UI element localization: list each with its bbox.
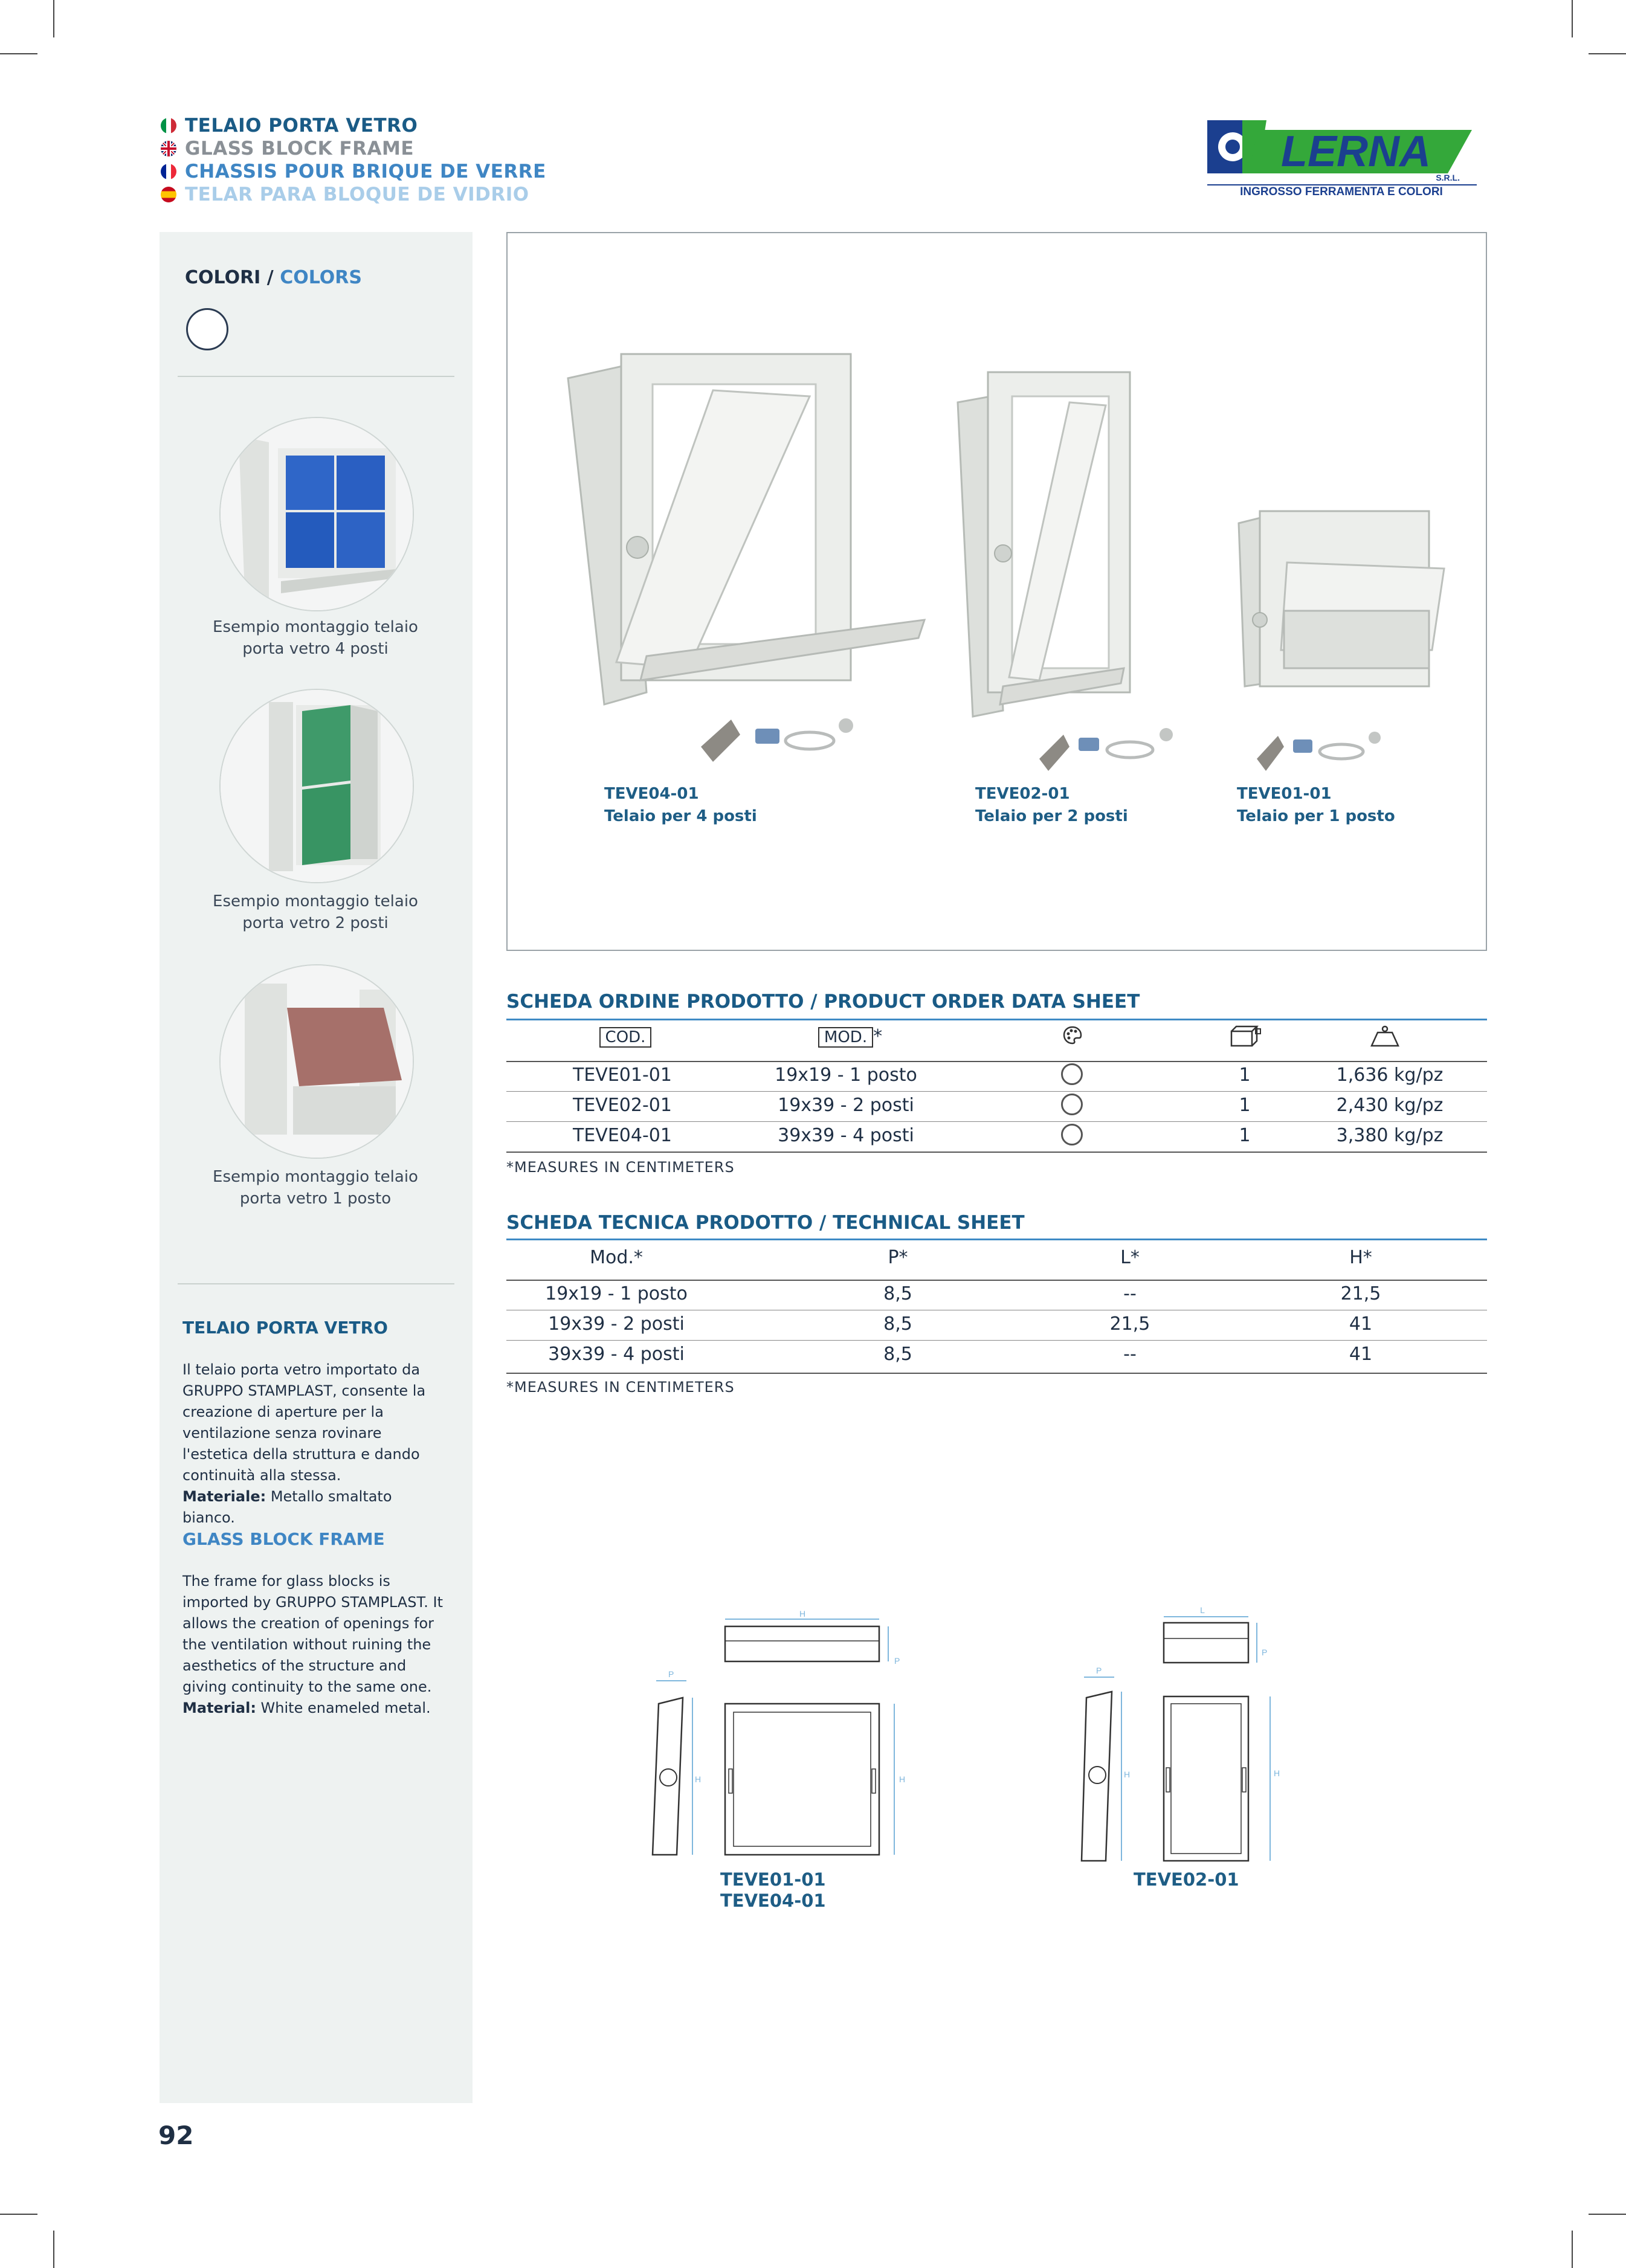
tech-header-p: P* [888, 1247, 908, 1268]
crop-mark [1572, 0, 1573, 37]
product-desc: Telaio per 1 posto [1237, 807, 1395, 825]
tech-cell: 21,5 [1340, 1283, 1381, 1304]
weight-icon [1369, 1025, 1401, 1050]
product-illustration [508, 233, 1486, 950]
order-cell-weight: 1,636 kg/pz [1336, 1065, 1444, 1086]
tech-cell: 8,5 [883, 1283, 912, 1304]
logo-tagline: INGROSSO FERRAMENTA E COLORI [1240, 185, 1443, 196]
tech-end-rule [506, 1373, 1487, 1374]
order-cell-code: TEVE02-01 [573, 1095, 672, 1116]
order-cell-code: TEVE01-01 [573, 1065, 672, 1086]
order-sheet-note: *MEASURES IN CENTIMETERS [506, 1159, 735, 1176]
product-label-teve02 [975, 783, 1128, 828]
page-number: 92 [158, 2121, 194, 2150]
title-fr-text: CHASSIS POUR BRIQUE DE VERRE [185, 161, 546, 182]
logo-text: LERNA [1281, 127, 1431, 176]
caption-line: porta vetro 2 posti [242, 914, 389, 932]
dim-label-p: P [894, 1656, 900, 1666]
dim-label-h: H [899, 1774, 906, 1784]
desc-it-body [182, 1359, 448, 1529]
order-end-rule [506, 1152, 1487, 1153]
colors-title-it: COLORI / [185, 267, 274, 288]
product-desc: Telaio per 2 posti [975, 807, 1128, 825]
product-code: TEVE04-01 [604, 785, 699, 803]
order-row-rule [506, 1091, 1487, 1092]
logo-suffix: S.R.L. [1436, 173, 1460, 182]
example-photo-1-posto [219, 964, 414, 1159]
package-icon [1229, 1025, 1262, 1050]
tech-cell: 8,5 [883, 1344, 912, 1365]
order-sheet-rule [506, 1019, 1487, 1020]
drawing-b-label: TEVE02-01 [1134, 1869, 1239, 1890]
tech-cell: 39x39 - 4 posti [548, 1344, 685, 1365]
example-caption-1 [181, 1166, 450, 1210]
caption-line: Esempio montaggio telaio [213, 892, 418, 910]
title-french [161, 161, 546, 182]
tech-cell: -- [1123, 1283, 1137, 1304]
white-color-dot [1061, 1094, 1083, 1115]
tech-header-mod: Mod.* [590, 1247, 643, 1268]
crop-mark [0, 2214, 37, 2215]
crop-mark [1572, 2231, 1573, 2268]
spain-flag-icon [161, 187, 176, 202]
order-row-rule [506, 1121, 1487, 1122]
order-cell-code: TEVE04-01 [573, 1125, 672, 1146]
product-code: TEVE02-01 [975, 785, 1070, 803]
tech-sheet-title: SCHEDA TECNICA PRODOTTO / TECHNICAL SHEET [506, 1212, 1025, 1234]
caption-line: porta vetro 4 posti [242, 640, 389, 658]
title-it-text: TELAIO PORTA VETRO [185, 115, 418, 137]
desc-en-title: GLASS BLOCK FRAME [182, 1529, 385, 1549]
product-label-teve01 [1237, 783, 1395, 828]
uk-flag-icon [161, 141, 176, 156]
white-color-swatch[interactable] [186, 308, 228, 350]
desc-it-material-label: Materiale: [182, 1488, 266, 1505]
crop-mark [53, 0, 54, 37]
dim-label-p: P [668, 1669, 674, 1679]
tech-row-rule [506, 1340, 1487, 1341]
desc-it-text: Il telaio porta vetro importato da GRUPPO STAMPLAST, consente la creazione di aperture per la ventilazione senza rovinare l'estetica della struttura e dando continuità alla stessa. [182, 1361, 426, 1484]
tech-cell: 19x39 - 2 posti [548, 1313, 685, 1335]
dim-label-h: H [1124, 1770, 1131, 1779]
tech-cell: -- [1123, 1344, 1137, 1365]
tech-cell: 41 [1349, 1313, 1373, 1335]
product-label-teve04 [604, 783, 757, 828]
dim-label-p: P [1096, 1666, 1102, 1675]
white-color-dot [1061, 1063, 1083, 1085]
order-col-mod [817, 1026, 883, 1048]
dim-label-l: L [1200, 1605, 1205, 1615]
crop-mark [1589, 53, 1626, 54]
colors-title-en: COLORS [280, 267, 362, 288]
order-col-code [598, 1026, 653, 1048]
caption-line: Esempio montaggio telaio [213, 1168, 418, 1186]
dim-label-h: H [799, 1609, 806, 1619]
order-cell-qty: 1 [1239, 1125, 1251, 1146]
order-cell-weight: 2,430 kg/pz [1336, 1095, 1444, 1116]
title-en-text: GLASS BLOCK FRAME [185, 138, 415, 159]
caption-line: porta vetro 1 posto [239, 1190, 392, 1208]
title-english [161, 138, 414, 159]
white-color-dot [1061, 1124, 1083, 1145]
order-header-rule [506, 1061, 1487, 1062]
tech-header-rule [506, 1280, 1487, 1281]
mod-header-star: * [873, 1026, 883, 1047]
example-caption-2 [181, 891, 450, 934]
drawing-label: TEVE01-01 [720, 1869, 826, 1890]
drawing-label: TEVE04-01 [720, 1890, 826, 1911]
tech-cell: 21,5 [1109, 1313, 1150, 1335]
technical-drawing-b [1069, 1595, 1299, 1867]
crop-mark [53, 2231, 54, 2268]
code-header-box: COD. [599, 1027, 652, 1048]
title-spanish [161, 184, 529, 205]
mod-header-box: MOD. [818, 1027, 873, 1048]
palette-icon [1062, 1025, 1083, 1049]
colors-title [185, 267, 362, 288]
product-image-box [506, 232, 1487, 951]
sidebar-divider [178, 1283, 454, 1284]
title-italian [161, 115, 418, 137]
dim-label-h: H [1274, 1768, 1280, 1778]
technical-drawing-a [634, 1607, 924, 1873]
company-logo [1206, 118, 1478, 196]
product-code: TEVE01-01 [1237, 785, 1332, 803]
sidebar-divider [178, 376, 454, 377]
crop-mark [1589, 2214, 1626, 2215]
desc-en-material-label: Material: [182, 1699, 256, 1716]
tech-cell: 19x19 - 1 posto [545, 1283, 688, 1304]
tech-header-l: L* [1120, 1247, 1140, 1268]
tech-sheet-note: *MEASURES IN CENTIMETERS [506, 1379, 735, 1396]
example-photo-4-posti [219, 417, 414, 611]
desc-en-material: White enameled metal. [256, 1699, 431, 1716]
italy-flag-icon [161, 118, 176, 134]
example-photo-2-posti [219, 689, 414, 883]
order-cell-qty: 1 [1239, 1065, 1251, 1086]
product-desc: Telaio per 4 posti [604, 807, 757, 825]
order-cell-qty: 1 [1239, 1095, 1251, 1116]
dim-label-h: H [695, 1774, 702, 1784]
order-sheet-title: SCHEDA ORDINE PRODOTTO / PRODUCT ORDER DATA SHEET [506, 991, 1140, 1013]
desc-it-material: Metallo smaltato bianco. [182, 1488, 392, 1526]
title-es-text: TELAR PARA BLOQUE DE VIDRIO [185, 184, 529, 205]
example-caption-4 [181, 616, 450, 660]
tech-sheet-rule [506, 1239, 1487, 1240]
tech-cell: 8,5 [883, 1313, 912, 1335]
order-cell-mod: 19x39 - 2 posti [778, 1095, 914, 1116]
desc-it-title: TELAIO PORTA VETRO [182, 1318, 388, 1338]
desc-en-text: The frame for glass blocks is imported by GRUPPO STAMPLAST. It allows the creation of openings for the ventilation without ruining the aesthetics of the structure and giving continuity to the same one. [182, 1573, 444, 1695]
order-cell-mod: 39x39 - 4 posti [778, 1125, 914, 1146]
tech-header-h: H* [1349, 1247, 1372, 1268]
drawing-a-labels [720, 1869, 826, 1912]
france-flag-icon [161, 164, 176, 179]
order-cell-weight: 3,380 kg/pz [1336, 1125, 1444, 1146]
desc-en-body [182, 1571, 448, 1719]
caption-line: Esempio montaggio telaio [213, 618, 418, 636]
crop-mark [0, 53, 37, 54]
dim-label-p: P [1262, 1648, 1268, 1657]
order-cell-mod: 19x19 - 1 posto [775, 1065, 917, 1086]
tech-cell: 41 [1349, 1344, 1373, 1365]
